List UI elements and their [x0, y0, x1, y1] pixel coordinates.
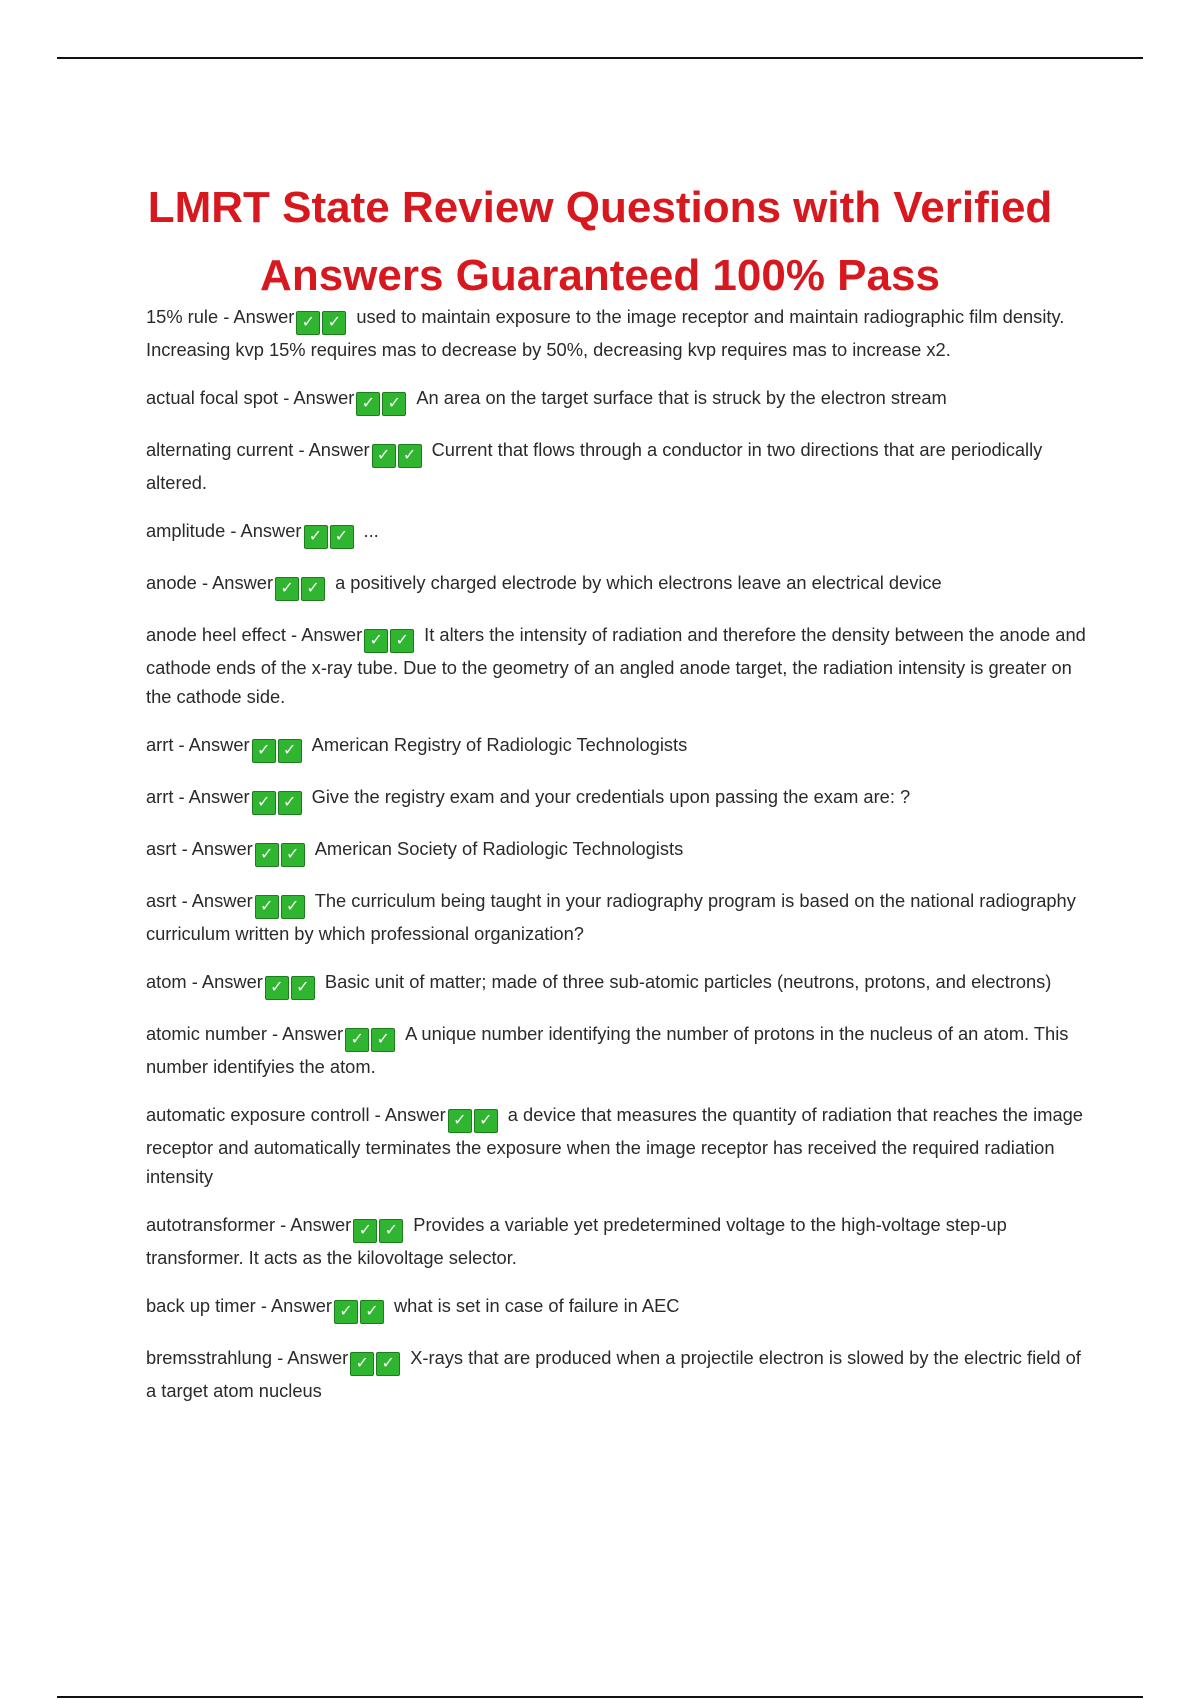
checkmark-icon: ✓ [448, 1109, 472, 1133]
checkmark-icon: ✓ [304, 525, 328, 549]
checkmark-icon: ✓ [371, 1028, 395, 1052]
entry-answer: A unique number identifying the number of protons in the nucleus of an atom. This number identifyies the atom. [146, 1023, 1069, 1077]
answer-label: - Answer [230, 520, 302, 541]
checkmark-icon: ✓ [398, 444, 422, 468]
checkmark-icon: ✓ [281, 843, 305, 867]
entry-term: asrt [146, 838, 177, 859]
checkmark-icon: ✓ [390, 629, 414, 653]
entry-term: anode heel effect [146, 624, 286, 645]
entry-term: asrt [146, 890, 177, 911]
entry-answer: a device that measures the quantity of radiation that reaches the image receptor and automatically terminates the exposure when the image receptor has received the required radiation intensity [146, 1104, 1083, 1187]
answer-label: - Answer [277, 1347, 349, 1368]
checkmark-icon: ✓ [372, 444, 396, 468]
qa-entry [146, 383, 1091, 416]
entry-answer: Basic unit of matter; made of three sub-atomic particles (neutrons, protons, and electrons) [324, 971, 1052, 992]
checkmark-icon: ✓ [345, 1028, 369, 1052]
checkmark-icon: ✓ [356, 392, 380, 416]
entry-answer: a positively charged electrode by which electrons leave an electrical device [335, 572, 942, 593]
qa-entry [146, 302, 1091, 364]
checkmark-icon: ✓ [265, 976, 289, 1000]
qa-entry [146, 1343, 1091, 1405]
answer-label: - Answer [191, 971, 263, 992]
entry-answer: American Society of Radiologic Technologists [314, 838, 684, 859]
entry-answer: Provides a variable yet predetermined voltage to the high-voltage step-up transformer. It acts as the kilovoltage selector. [146, 1214, 1007, 1268]
qa-entry [146, 730, 1091, 763]
checkmark-icon: ✓ [275, 577, 299, 601]
qa-entry [146, 435, 1091, 497]
entry-term: anode [146, 572, 197, 593]
qa-entry [146, 886, 1091, 948]
checkmark-icon: ✓ [301, 577, 325, 601]
checkmark-icon: ✓ [330, 525, 354, 549]
entry-term: actual focal spot [146, 387, 279, 408]
answer-label: - Answer [291, 624, 363, 645]
answer-label: - Answer [283, 387, 355, 408]
document-title: LMRT State Review Questions with Verified Answers Guaranteed 100% Pass [147, 183, 1053, 301]
checkmark-icon: ✓ [379, 1219, 403, 1243]
entry-term: amplitude [146, 520, 226, 541]
checkmark-icon: ✓ [291, 976, 315, 1000]
checkmark-icon: ✓ [334, 1300, 358, 1324]
checkmark-icon: ✓ [252, 791, 276, 815]
entry-term: atomic number [146, 1023, 267, 1044]
qa-list [146, 302, 1091, 1424]
qa-entry [146, 568, 1091, 601]
entry-term: back up timer [146, 1295, 256, 1316]
qa-entry [146, 782, 1091, 815]
qa-entry [146, 967, 1091, 1000]
entry-term: arrt [146, 786, 174, 807]
checkmark-icon: ✓ [255, 895, 279, 919]
checkmark-icon: ✓ [376, 1352, 400, 1376]
entry-term: arrt [146, 734, 174, 755]
checkmark-icon: ✓ [281, 895, 305, 919]
entry-term: automatic exposure controll [146, 1104, 370, 1125]
entry-answer: used to maintain exposure to the image receptor and maintain radiographic film density. Increasing kvp 15% requires mas to decrease by 50%, decreasing kvp requires mas to increase x2. [146, 306, 1065, 360]
checkmark-icon: ✓ [322, 311, 346, 335]
entry-answer: Give the registry exam and your credentials upon passing the exam are: ? [311, 786, 911, 807]
answer-label: - Answer [178, 786, 250, 807]
checkmark-icon: ✓ [360, 1300, 384, 1324]
entry-answer: Current that flows through a conductor in two directions that are periodically altered. [146, 439, 1043, 493]
checkmark-icon: ✓ [353, 1219, 377, 1243]
header-rule [57, 57, 1143, 59]
answer-label: - Answer [201, 572, 274, 593]
answer-label: - Answer [260, 1295, 332, 1316]
entry-answer: It alters the intensity of radiation and therefore the density between the anode and cathode ends of the x-ray tube. Due to the geometry of an angled anode target, the radiation intensity is greater on the cathode side. [146, 624, 1086, 707]
entry-answer: ... [363, 520, 379, 541]
entry-answer: The curriculum being taught in your radiography program is based on the national radiography curriculum written by which professional organization? [146, 890, 1076, 944]
answer-label: - Answer [272, 1023, 344, 1044]
qa-entry [146, 1100, 1091, 1191]
qa-entry [146, 1210, 1091, 1272]
entry-term: 15% rule [146, 306, 219, 327]
answer-label: - Answer [223, 306, 295, 327]
checkmark-icon: ✓ [255, 843, 279, 867]
entry-answer: X-rays that are produced when a projectile electron is slowed by the electric field of a target atom nucleus [146, 1347, 1081, 1401]
checkmark-icon: ✓ [364, 629, 388, 653]
answer-label: - Answer [280, 1214, 352, 1235]
qa-entry [146, 516, 1091, 549]
entry-answer: An area on the target surface that is struck by the electron stream [416, 387, 947, 408]
checkmark-icon: ✓ [252, 739, 276, 763]
checkmark-icon: ✓ [278, 791, 302, 815]
checkmark-icon: ✓ [382, 392, 406, 416]
answer-label: - Answer [298, 439, 370, 460]
answer-label: - Answer [181, 838, 253, 859]
entry-term: atom [146, 971, 187, 992]
answer-label: - Answer [374, 1104, 446, 1125]
entry-answer: what is set in case of failure in AEC [393, 1295, 680, 1316]
entry-term: bremsstrahlung [146, 1347, 272, 1368]
entry-term: autotransformer [146, 1214, 276, 1235]
checkmark-icon: ✓ [296, 311, 320, 335]
qa-entry [146, 620, 1091, 711]
entry-term: alternating current [146, 439, 294, 460]
qa-entry [146, 1291, 1091, 1324]
qa-entry [146, 1019, 1091, 1081]
answer-label: - Answer [181, 890, 253, 911]
checkmark-icon: ✓ [474, 1109, 498, 1133]
entry-answer: American Registry of Radiologic Technologists [311, 734, 688, 755]
checkmark-icon: ✓ [350, 1352, 374, 1376]
answer-label: - Answer [178, 734, 250, 755]
checkmark-icon: ✓ [278, 739, 302, 763]
qa-entry [146, 834, 1091, 867]
footer-rule [57, 1696, 1143, 1698]
